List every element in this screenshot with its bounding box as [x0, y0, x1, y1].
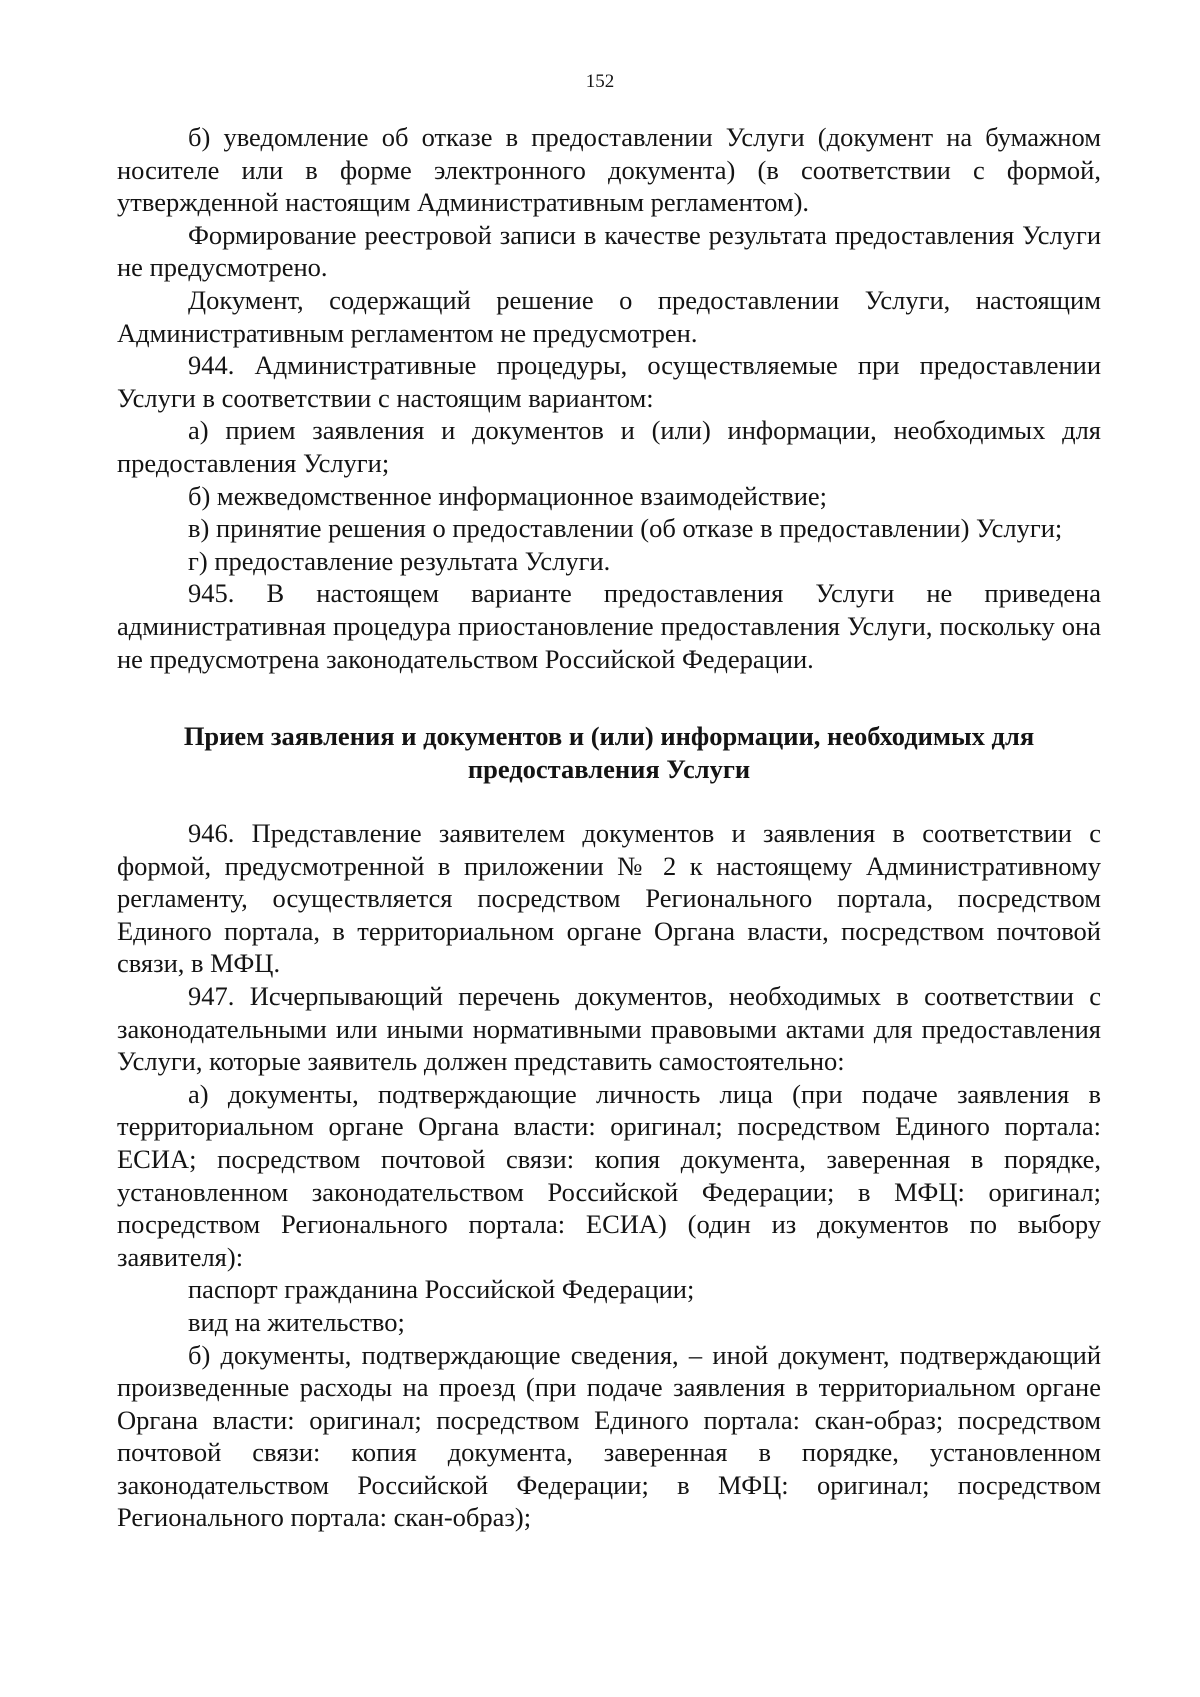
paragraph-decision-document: Документ, содержащий решение о предоставлении Услуги, настоящим Административным регламентом не предусмотрен. — [117, 284, 1101, 348]
page-number: 152 — [585, 71, 615, 92]
list-item-b: б) межведомственное информационное взаимодействие; — [188, 480, 828, 511]
paragraph-result-refusal-notice: б) уведомление об отказе в предоставлении Услуги (документ на бумажном носителе или в форме электронного документа) (в соответствии с формой, утвержденной настоящим Административным регламентом). — [117, 122, 1101, 218]
list-item-g: г) предоставление результата Услуги. — [188, 545, 611, 576]
list-item-a-identity-documents: а) документы, подтверждающие личность лица (при подаче заявления в территориальном органе Органа власти: оригинал; посредством Единого портала: ЕСИА; посредством почтовой связи: копия документа, заверенная в порядке, установленном законодательством Российской Федерации; в МФЦ: оригинал; посредством Регионального портала: ЕСИА) (один из документов по выбору заявителя): — [117, 1078, 1101, 1272]
list-item-residence-permit: вид на жительство; — [188, 1306, 405, 1337]
list-item-v: в) принятие решения о предоставлении (об отказе в предоставлении) Услуги; — [188, 513, 1063, 544]
paragraph-registry-record: Формирование реестровой записи в качестве результата предоставления Услуги не предусмотрено. — [117, 219, 1101, 283]
paragraph-944: 944. Административные процедуры, осуществляемые при предоставлении Услуги в соответствии с настоящим вариантом: — [117, 350, 1101, 413]
list-item-a: а) прием заявления и документов и (или) информации, необходимых для предоставления Услуги; — [117, 415, 1101, 478]
paragraph-947: 947. Исчерпывающий перечень документов, необходимых в соответствии с законодательными или иными нормативными правовыми актами для предоставления Услуги, которые заявитель должен представить самостоятельно: — [117, 980, 1101, 1077]
list-item-passport: паспорт гражданина Российской Федерации; — [188, 1274, 695, 1305]
section-heading: Прием заявления и документов и (или) информации, необходимых для предоставления Услуги — [183, 721, 1035, 784]
paragraphs-after-heading — [117, 817, 1101, 1534]
paragraph-945: 945. В настоящем варианте предоставления Услуги не приведена административная процедура приостановление предоставления Услуги, поскольку она не предусмотрена законодательством Российской Федерации. — [117, 578, 1101, 674]
paragraphs-before-heading — [117, 121, 1101, 675]
paragraph-946: 946. Представление заявителем документов и заявления в соответствии с формой, предусмотренной в приложении № 2 к настоящему Административному регламенту, осуществляется посредством Регионального портала, посредством Единого портала, в территориальном органе Органа власти, посредством почтовой связи, в МФЦ. — [117, 818, 1101, 979]
list-item-b-expense-documents: б) документы, подтверждающие сведения, – иной документ, подтверждающий произведенные расходы на проезд (при подаче заявления в территориальном органе Органа власти: оригинал; посредством Единого портала: скан-образ; посредством почтовой связи: копия документа, заверенная в порядке, установленном законодательством Российской Федерации; в МФЦ: оригинал; посредством Регионального портала: скан-образ); — [117, 1339, 1101, 1533]
